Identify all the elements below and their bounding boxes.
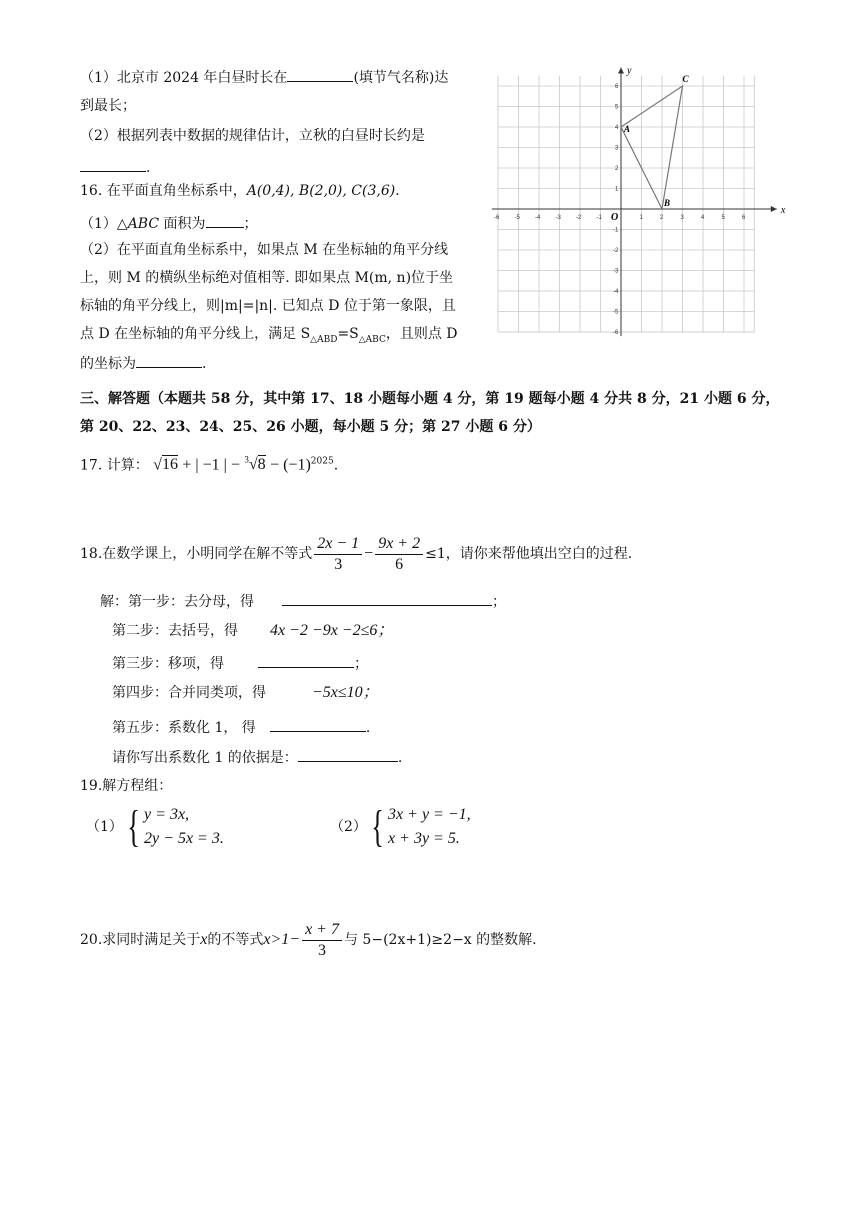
q19-brace-1: { [127,802,140,851]
y-axis-arrow-icon [618,68,624,74]
y-tick-label: 4 [615,125,619,131]
q17-exponent: 2025 [310,456,334,467]
q17-abs: + | −1 | − [182,456,240,474]
q18-basis-end: . [397,750,403,766]
x-tick-label: -1 [596,215,602,221]
q18-frac2-den: 6 [395,555,404,573]
q20-stem [80,918,537,962]
q19-brace-2: { [371,802,384,851]
q20-fraction [302,920,342,961]
graph-grid [498,76,754,332]
q20-frac-num: x + 7 [302,920,342,941]
q19-sys2-eq2: x + 3y = 5. [388,830,460,847]
q17-cbrt-arg: 8 [257,456,266,474]
q15-part2-line1: （2）根据列表中数据的规律估计，立秋的白昼时长约是 [80,128,425,144]
q16-stem [80,181,400,201]
q16-l4-sub1: △ABD [310,334,338,345]
q18-fraction-2 [375,534,423,575]
coordinate-graph [488,64,788,339]
q17-line [80,448,338,477]
x-tick-label: 4 [701,215,705,221]
q16-l5-b: . [202,356,207,372]
y-tick-label: -2 [613,248,619,254]
origin-label: O [611,212,619,223]
q18-step5-text: 第五步：系数化 1， 得 [112,720,256,736]
q15-period: . [146,160,151,176]
y-tick-label: 6 [615,84,619,90]
q18-fraction-1 [314,534,362,575]
q16-part2-line5 [80,352,206,374]
q19-sys1-eq2: 2y − 5x = 3. [144,830,224,847]
q18-step4-text: 第四步：合并同类项，得 [112,685,266,701]
q15-part1-line2: 到最长； [80,98,136,114]
q18-frac1-num: 2x − 1 [314,534,362,555]
x-tick-label: -3 [555,215,561,221]
q18-basis [112,746,402,768]
section3-line2: 第 20、22、23、24、25、26 小题，每小题 5 分；第 27 小题 6 分） [80,419,541,435]
q18-blank-1[interactable] [282,590,492,606]
q18-frac2-num: 9x + 2 [375,534,423,555]
y-tick-label: 5 [615,104,619,111]
x-tick-label: 3 [680,215,684,221]
q16-l4-b: =S [337,326,359,342]
point-label-c: C [682,74,689,84]
x-axis-label: x [780,205,786,216]
q18-step2 [112,621,393,641]
point-label-b: B [664,198,671,208]
q15-blank-1[interactable] [287,66,353,82]
q16-stem-text: 16. 在平面直角坐标系中， [80,183,247,199]
q16-part1 [80,212,258,234]
y-axis-label: y [627,65,632,77]
x-tick-label: 2 [660,215,664,221]
q17-cbrt-index: 3 [244,455,249,465]
q20-ineq-a: x>1− [263,931,301,948]
y-tick-label: 2 [615,166,619,172]
q19-stem: 19.解方程组： [80,778,173,794]
section3-line1: 三、解答题（本题共 58 分，其中第 17、18 小题每小题 4 分，第 19 题每小题 4 分共 8 分，21 小题 6 分， [80,391,780,407]
x-tick-label: -2 [576,215,582,221]
q19-sys2-equations [388,803,471,851]
q16-part1-text: 面积为 [159,216,206,232]
q18-minus: − [364,545,374,562]
q16-part2-line2: 上，则 M 的横纵坐标绝对值相等. 即如果点 M(m, n)位于坐 [80,270,454,286]
x-tick-label: 1 [639,215,643,221]
q16-blank-2[interactable] [136,352,202,368]
q16-l4-sub2: △ABC [358,334,386,345]
x-tick-label: 5 [721,215,725,221]
q20-text-a: 20.求同时满足关于 [80,932,201,948]
q19-label-2: （2） [330,819,367,835]
q19-sys1-eq1: y = 3x, [144,806,190,823]
y-tick-label: -6 [613,330,619,336]
y-tick-label: 1 [615,186,619,193]
q20-text-c: 与 5−(2x+1)≥2−x 的整数解. [343,932,537,948]
x-tick-label: -4 [535,215,541,221]
q18-stem-end: ≤1，请你来帮他填出空白的过程. [425,546,633,562]
q18-blank-4[interactable] [298,746,398,762]
q15-part2-line2 [80,156,150,178]
q16-l5-a: 的坐标为 [80,356,136,372]
q17-tail: − (−1) [270,456,311,474]
y-tick-label: -3 [613,268,619,275]
graph-ticks [494,84,746,336]
q17-cbrt: $^3$√8 [244,455,266,474]
q16-part2-line3: 标轴的角平分线上，则|m|=|n|. 已知点 D 位于第一象限，且 [80,298,456,314]
q20-text-b: 的不等式 [207,932,264,948]
y-tick-label: -4 [613,289,619,295]
q16-part1-end: ； [243,216,258,232]
point-label-a: A [624,124,631,134]
q16-points: A(0,4), B(2,0), C(3,6). [246,183,400,199]
q17-prefix: 17. 计算： [80,457,149,474]
q19-sys1-equations [144,803,224,851]
q16-part2-line1: （2）在平面直角坐标系中，如果点 M 在坐标轴的角平分线 [80,242,449,258]
q16-triangle-name: ABC [127,216,160,232]
q15-part1-line1 [80,66,448,88]
q20-var-x: x [200,931,208,948]
q18-step3-text: 第三步：移项，得 [112,656,224,672]
q18-stem-text: 18.在数学课上，小明同学在解不等式 [80,546,313,562]
q18-step1-end: ； [492,594,506,610]
q18-step3-end: ； [354,656,368,672]
q18-frac1-den: 3 [334,555,343,573]
q15-part1-text-a: （1）北京市 2024 年白昼时长在 [80,70,288,86]
q18-step5-end: . [365,720,371,736]
x-tick-label: -6 [494,215,500,221]
y-tick-label: 3 [615,145,619,152]
q18-basis-text: 请你写出系数化 1 的依据是： [112,750,298,766]
q16-part2-line4 [80,324,458,350]
q18-step3 [112,652,368,674]
y-tick-label: -5 [613,309,619,316]
q17-end: . [333,457,339,474]
q18-blank-2[interactable] [258,652,354,668]
q18-step1-text: 解：第一步：去分母，得 [100,594,254,610]
q15-part1-text-b: (填节气名称)达 [353,70,449,86]
q15-blank-2[interactable] [80,156,146,172]
q18-step1 [100,590,506,612]
q19-system-1 [86,802,224,852]
q16-l4-a: 点 D 在坐标轴的角平分线上，满足 S [80,326,311,342]
q18-blank-3[interactable] [270,716,366,732]
q19-system-2 [330,802,471,852]
q16-l4-c: ，且则点 D [385,326,458,342]
q18-step2-expr: 4x −2 −9x −2≤6； [270,622,394,639]
q16-blank-1[interactable] [206,212,244,228]
q17-sqrt: √16 [153,456,178,474]
q18-step4 [112,683,379,703]
q18-step4-expr: −5x≤10； [312,684,379,701]
q18-step2-text: 第二步：去括号，得 [112,623,238,639]
x-tick-label: 6 [742,215,746,221]
y-tick-label: -1 [613,227,619,234]
x-tick-label: -5 [514,215,520,221]
q19-sys2-eq1: 3x + y = −1, [388,806,471,823]
q19-label-1: （1） [86,819,123,835]
q20-frac-den: 3 [318,941,327,959]
q18-step5 [112,716,370,738]
x-axis-arrow-icon [771,206,777,212]
q18-stem [80,532,632,576]
q17-sqrt-arg: 16 [161,456,178,474]
q16-part1-label: （1）△ [80,216,128,232]
